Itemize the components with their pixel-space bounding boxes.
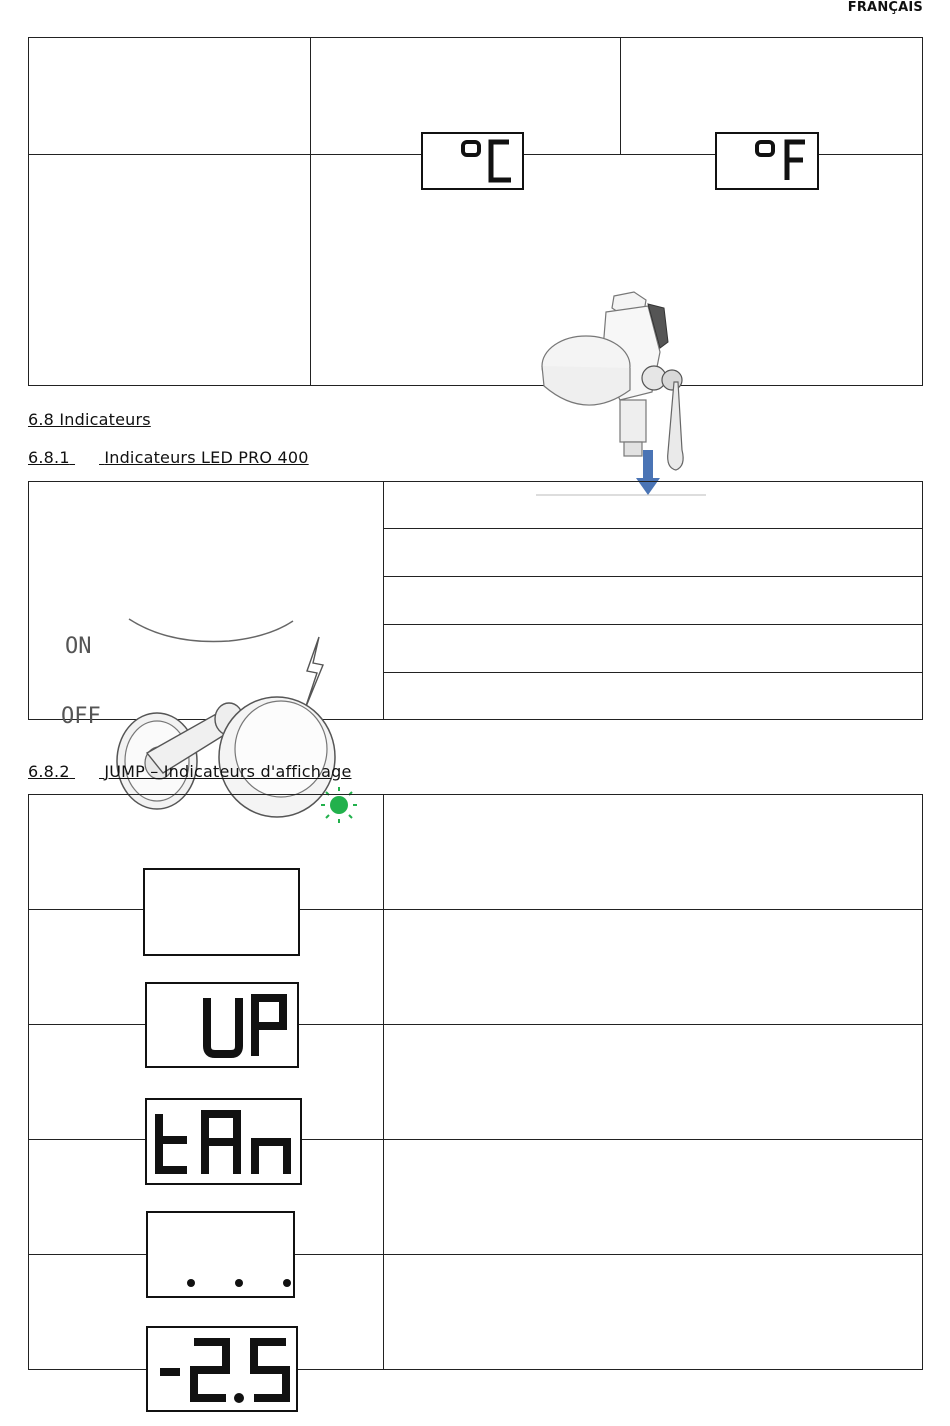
- celsius-display: [421, 132, 524, 190]
- dots-glyph: [148, 1213, 293, 1296]
- lightning-icon: [305, 637, 323, 709]
- fahrenheit-display: [715, 132, 819, 190]
- empty-cell: [384, 1025, 923, 1140]
- value-display: [146, 1326, 298, 1412]
- on-label: ON: [65, 633, 92, 659]
- language-label: FRANÇAIS: [847, 0, 923, 15]
- subsection-number: 6.8.2: [28, 762, 70, 781]
- dots-display: [146, 1211, 295, 1298]
- display-indicators-table: [28, 794, 923, 1370]
- display-cell: [29, 795, 384, 910]
- empty-cell: [384, 673, 923, 720]
- subsection-title: JUMP – Indicateurs d'affichage: [104, 762, 352, 781]
- switch-figure-cell: [29, 482, 384, 729]
- led-table: [28, 481, 923, 729]
- fahrenheit-cell: [621, 38, 923, 155]
- units-table: [28, 37, 923, 386]
- fahrenheit-glyph: [717, 134, 817, 188]
- subsection-number: 6.8.1: [28, 448, 70, 467]
- subsection-heading: [28, 762, 352, 781]
- tan-display: [145, 1098, 302, 1185]
- value-glyph: [148, 1328, 296, 1410]
- subsection-heading: [28, 448, 309, 467]
- table-row: [29, 795, 923, 910]
- up-display: [145, 982, 299, 1068]
- table-row: [29, 38, 923, 155]
- empty-cell: [384, 577, 923, 625]
- subsection-title: Indicateurs LED PRO 400: [104, 448, 309, 467]
- celsius-glyph: [423, 134, 522, 188]
- empty-cell: [29, 155, 311, 386]
- tan-glyph: [147, 1100, 300, 1183]
- empty-cell: [384, 910, 923, 1025]
- empty-cell: [384, 625, 923, 673]
- empty-cell: [384, 1140, 923, 1255]
- empty-cell: [384, 1255, 923, 1370]
- up-glyph: [147, 984, 297, 1066]
- valve-illustration: [536, 282, 716, 497]
- section-heading: 6.8 Indicateurs: [28, 410, 151, 429]
- table-row: [29, 482, 923, 529]
- empty-cell: [29, 38, 311, 155]
- empty-cell: [384, 795, 923, 910]
- empty-cell: [384, 482, 923, 529]
- blank-display: [143, 868, 300, 956]
- celsius-cell: [311, 38, 621, 155]
- empty-cell: [384, 529, 923, 577]
- off-label: OFF: [61, 703, 101, 729]
- valve-illustration-cell: [311, 155, 923, 386]
